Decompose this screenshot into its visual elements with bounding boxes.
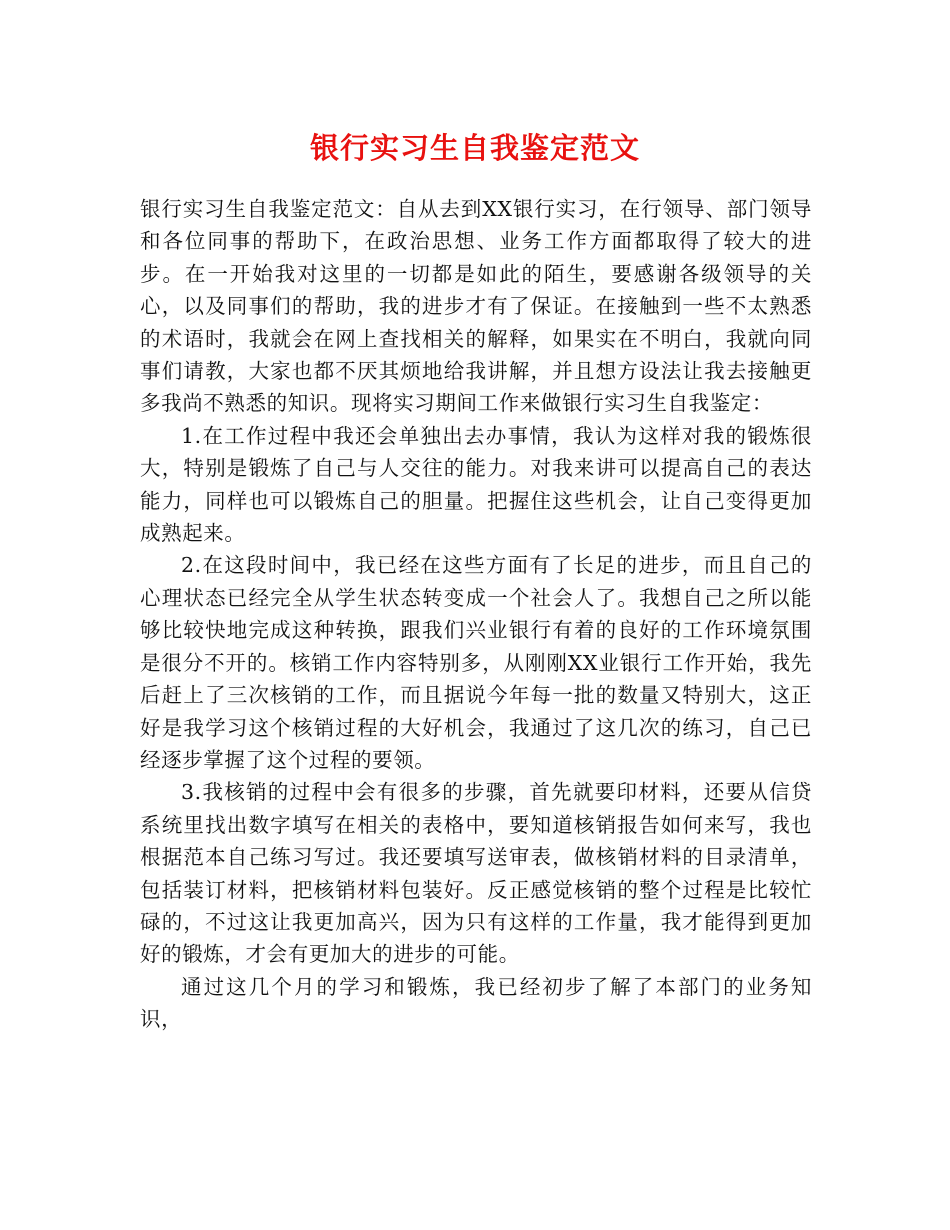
paragraph-item-3: 3.我核销的过程中会有很多的步骤，首先就要印材料，还要从信贷系统里找出数字填写在相关的表格中，要知道核销报告如何来写，我也根据范本自己练习写过。我还要填写送审表，做核销材料的目录清单，包括装订材料，把核销材料包装好。反正感觉核销的整个过程是比较忙碌的，不过这让我更加高兴，因为只有这样的工作量，我才能得到更加好的锻炼，才会有更加大的进步的可能。 [140, 780, 812, 967]
paragraph-item-2: 2.在这段时间中，我已经在这些方面有了长足的进步，而且自己的心理状态已经完全从学生状态转变成一个社会人了。我想自己之所以能够比较快地完成这种转换，跟我们兴业银行有着的良好的工作环境氛围是很分不开的。核销工作内容特别多，从刚刚XX业银行工作开始，我先后赶上了三次核销的工作，而且据说今年每一批的数量又特别大，这正好是我学习这个核销过程的大好机会，我通过了这几次的练习，自己已经逐步掌握了这个过程的要领。 [140, 553, 812, 772]
paragraph-intro: 银行实习生自我鉴定范文：自从去到XX银行实习，在行领导、部门领导和各位同事的帮助下，在政治思想、业务工作方面都取得了较大的进步。在一开始我对这里的一切都是如此的陌生，要感谢各级领导的关心，以及同事们的帮助，我的进步才有了保证。在接触到一些不太熟悉的术语时，我就会在网上查找相关的解释，如果实在不明白，我就向同事们请教，大家也都不厌其烦地给我讲解，并且想方设法让我去接触更多我尚不熟悉的知识。现将实习期间工作来做银行实习生自我鉴定： [140, 197, 812, 416]
document-body [140, 193, 812, 1036]
paragraph-conclusion: 通过这几个月的学习和锻炼，我已经初步了解了本部门的业务知识， [140, 974, 812, 1032]
paragraph-item-1: 1.在工作过程中我还会单独出去办事情，我认为这样对我的锻炼很大，特别是锻炼了自己与人交往的能力。对我来讲可以提高自己的表达能力，同样也可以锻炼自己的胆量。把握住这些机会，让自己变得更加成熟起来。 [140, 423, 812, 546]
page-title: 银行实习生自我鉴定范文 [309, 131, 640, 165]
